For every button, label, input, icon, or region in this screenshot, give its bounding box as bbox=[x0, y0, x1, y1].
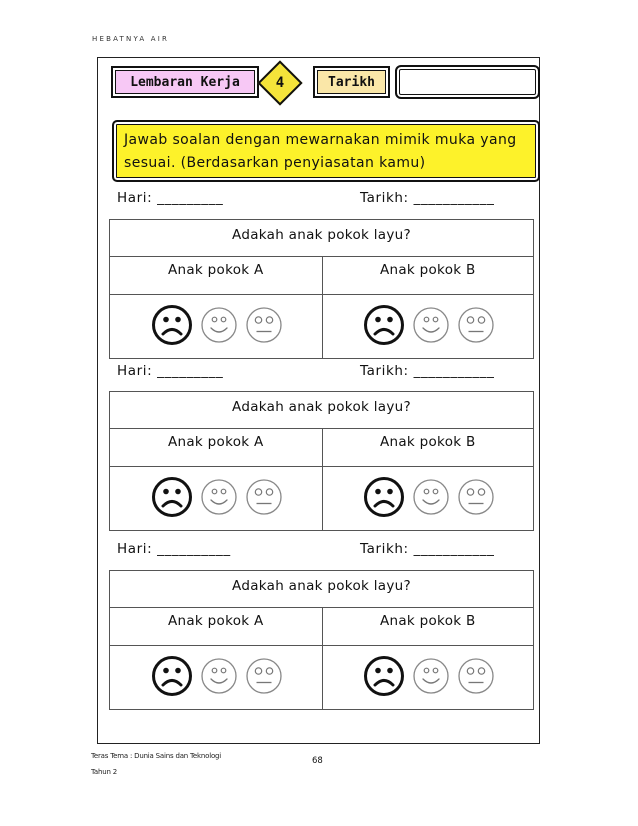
worksheet-label: Lembaran Kerja bbox=[111, 66, 259, 98]
happy-icon[interactable] bbox=[412, 657, 450, 699]
footer-theme: Teras Tema : Dunia Sains dan Teknologi bbox=[91, 752, 222, 760]
page-number: 68 bbox=[312, 756, 323, 766]
observation-table bbox=[109, 391, 534, 531]
question: Adakah anak pokok layu? bbox=[110, 392, 533, 429]
plant-a-label: Anak pokok A bbox=[167, 262, 264, 278]
sad-icon[interactable] bbox=[151, 655, 193, 701]
plant-a-faces bbox=[110, 646, 322, 709]
happy-icon[interactable] bbox=[412, 306, 450, 348]
date-line[interactable]: Tarikh: ___________ bbox=[360, 190, 495, 206]
question: Adakah anak pokok layu? bbox=[110, 571, 533, 608]
day-field[interactable]: Hari: __________ bbox=[117, 541, 231, 557]
sad-icon[interactable] bbox=[363, 304, 405, 350]
question: Adakah anak pokok layu? bbox=[110, 220, 533, 257]
plant-b-label: Anak pokok B bbox=[322, 608, 534, 645]
happy-icon[interactable] bbox=[200, 478, 238, 520]
observation-table bbox=[109, 219, 534, 359]
plant-a-faces bbox=[110, 467, 322, 530]
plant-b-faces bbox=[322, 467, 534, 530]
sad-icon[interactable] bbox=[363, 655, 405, 701]
day-field[interactable]: Hari: _________ bbox=[117, 190, 224, 206]
date-label: Tarikh bbox=[313, 66, 390, 98]
happy-icon[interactable] bbox=[200, 657, 238, 699]
happy-icon[interactable] bbox=[200, 306, 238, 348]
neutral-icon[interactable] bbox=[457, 657, 495, 699]
neutral-icon[interactable] bbox=[245, 306, 283, 348]
sad-icon[interactable] bbox=[363, 476, 405, 522]
series-title: HEBATNYA AIR bbox=[92, 35, 170, 43]
neutral-icon[interactable] bbox=[245, 478, 283, 520]
instruction-line-2: sesuai. (Berdasarkan penyiasatan kamu) bbox=[124, 155, 426, 171]
instruction-box bbox=[112, 120, 540, 182]
plant-a-label: Anak pokok A bbox=[167, 434, 264, 450]
plant-b-label: Anak pokok B bbox=[322, 257, 534, 294]
observation-table bbox=[109, 570, 534, 710]
plant-a-label: Anak pokok A bbox=[167, 613, 264, 629]
sad-icon[interactable] bbox=[151, 304, 193, 350]
date-line[interactable]: Tarikh: ___________ bbox=[360, 363, 495, 379]
date-field[interactable] bbox=[395, 65, 540, 99]
neutral-icon[interactable] bbox=[457, 478, 495, 520]
neutral-icon[interactable] bbox=[457, 306, 495, 348]
plant-a-faces bbox=[110, 295, 322, 358]
plant-b-faces bbox=[322, 295, 534, 358]
date-line[interactable]: Tarikh: ___________ bbox=[360, 541, 495, 557]
worksheet-number: 4 bbox=[275, 75, 285, 91]
plant-b-label: Anak pokok B bbox=[322, 429, 534, 466]
footer-info bbox=[91, 748, 221, 780]
worksheet-number-badge bbox=[255, 58, 305, 108]
plant-b-faces bbox=[322, 646, 534, 709]
footer-grade: Tahun 2 bbox=[91, 768, 117, 776]
happy-icon[interactable] bbox=[412, 478, 450, 520]
day-field[interactable]: Hari: _________ bbox=[117, 363, 224, 379]
sad-icon[interactable] bbox=[151, 476, 193, 522]
instruction-line-1: Jawab soalan dengan mewarnakan mimik muka yang bbox=[124, 132, 517, 148]
neutral-icon[interactable] bbox=[245, 657, 283, 699]
